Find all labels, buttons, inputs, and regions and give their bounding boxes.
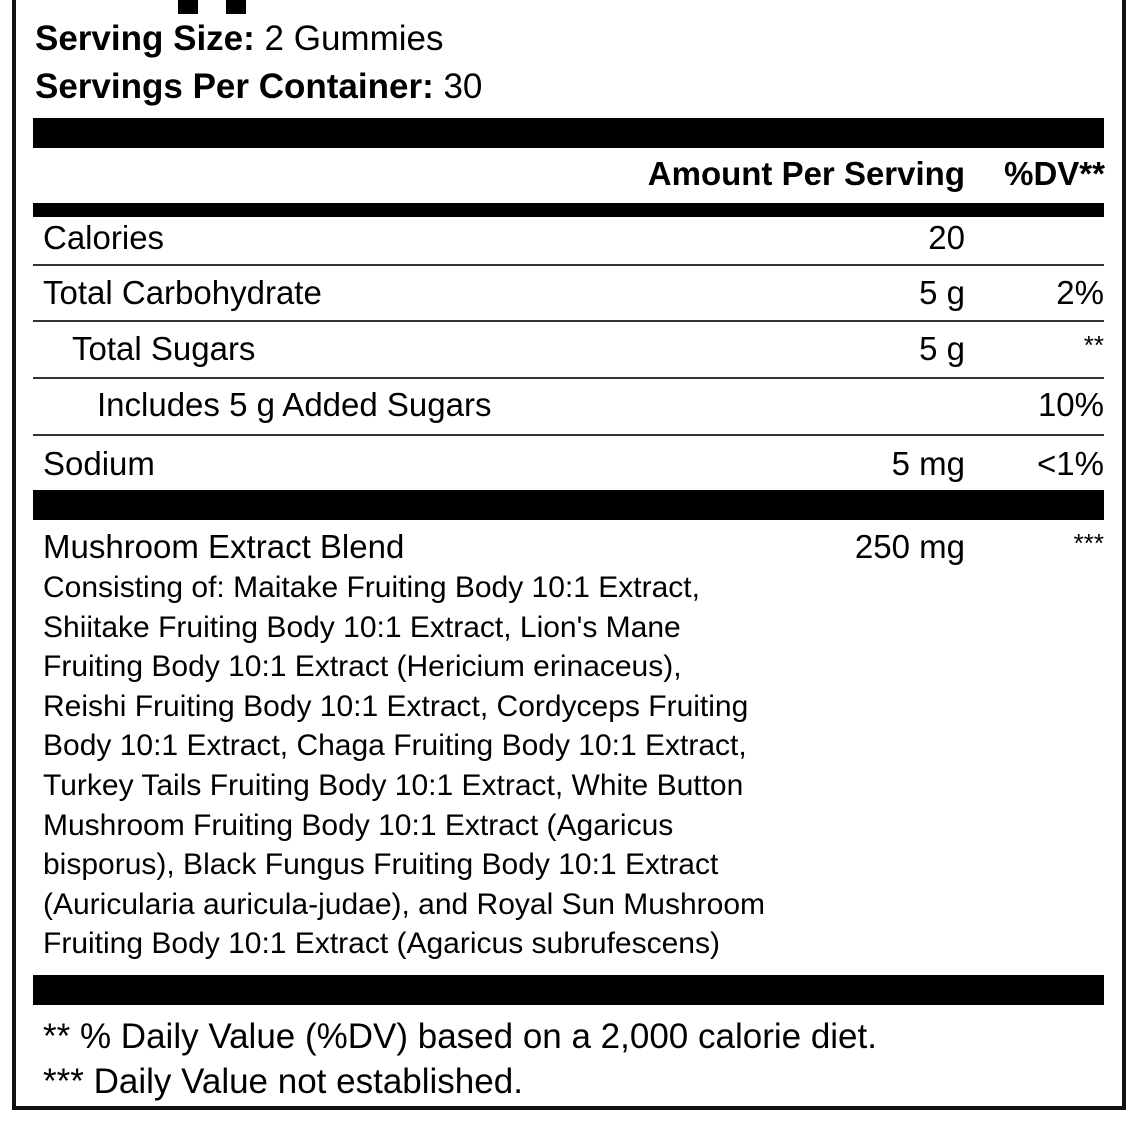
servings-per-container [35, 67, 482, 107]
nutrient-amount: 20 [928, 219, 965, 256]
blend-line: Consisting of: Maitake Fruiting Body 10:1 Extract, [43, 571, 700, 604]
nutrient-dv: 2% [1056, 274, 1104, 311]
nutrient-dv: 10% [1037, 386, 1104, 423]
dv-header: %DV** [1004, 155, 1105, 192]
serving-size [35, 19, 443, 59]
blend-line: (Auricularia auricula-judae), and Royal Sun Mushroom [43, 887, 766, 921]
blend-amount: 250 mg [854, 528, 965, 565]
blend-ingredients [43, 568, 765, 964]
medium-divider [33, 203, 1104, 217]
nutrient-amount: 5 mg [891, 445, 965, 482]
blend-line: Turkey Tails Fruiting Body 10:1 Extract, White Button [43, 768, 744, 802]
thick-divider [33, 490, 1104, 520]
blend-line: Mushroom Fruiting Body 10:1 Extract (Agaricus [43, 808, 674, 842]
servings-per-container-value: 30 [443, 67, 483, 106]
thick-divider [33, 118, 1104, 148]
serving-size-value: 2 Gummies [264, 19, 444, 58]
serving-size-label: Serving Size: [35, 19, 255, 58]
amount-per-serving-header: Amount Per Serving [647, 155, 965, 192]
nutrient-name: Calories [43, 219, 165, 256]
nutrient-amount: 5 g [919, 274, 965, 311]
row-divider [33, 264, 1104, 266]
row-divider [33, 320, 1104, 322]
blend-line: bisporus), Black Fungus Fruiting Body 10:1 Extract [43, 848, 719, 882]
blend-line: Fruiting Body 10:1 Extract (Agaricus subrufescens) [43, 927, 720, 961]
nutrient-dv: ** [1083, 330, 1104, 360]
nutrient-dv: <1% [1037, 445, 1104, 482]
nutrient-name: Sodium [43, 445, 155, 482]
nutrient-name: Includes 5 g Added Sugars [97, 386, 492, 423]
thick-divider [33, 975, 1104, 1005]
footnote-not-established: *** Daily Value not established. [43, 1062, 523, 1101]
footnote-dv: ** % Daily Value (%DV) based on a 2,000 calorie diet. [43, 1017, 877, 1056]
cut-off-title-fragment [178, 0, 198, 14]
blend-name: Mushroom Extract Blend [43, 528, 405, 565]
blend-line: Body 10:1 Extract, Chaga Fruiting Body 10:1 Extract, [43, 729, 747, 763]
nutrient-name: Total Sugars [72, 330, 256, 367]
row-divider [33, 377, 1104, 379]
blend-line: Shiitake Fruiting Body 10:1 Extract, Lion's Mane [43, 610, 681, 644]
nutrient-name: Total Carbohydrate [43, 274, 322, 311]
blend-line: Reishi Fruiting Body 10:1 Extract, Cordyceps Fruiting [43, 689, 749, 723]
blend-line: Fruiting Body 10:1 Extract (Hericium erinaceus), [43, 650, 682, 684]
row-divider [33, 434, 1104, 436]
nutrient-amount: 5 g [919, 330, 965, 367]
servings-per-container-label: Servings Per Container: [35, 67, 434, 106]
cut-off-title-fragment [226, 0, 246, 14]
blend-dv: *** [1073, 528, 1104, 558]
